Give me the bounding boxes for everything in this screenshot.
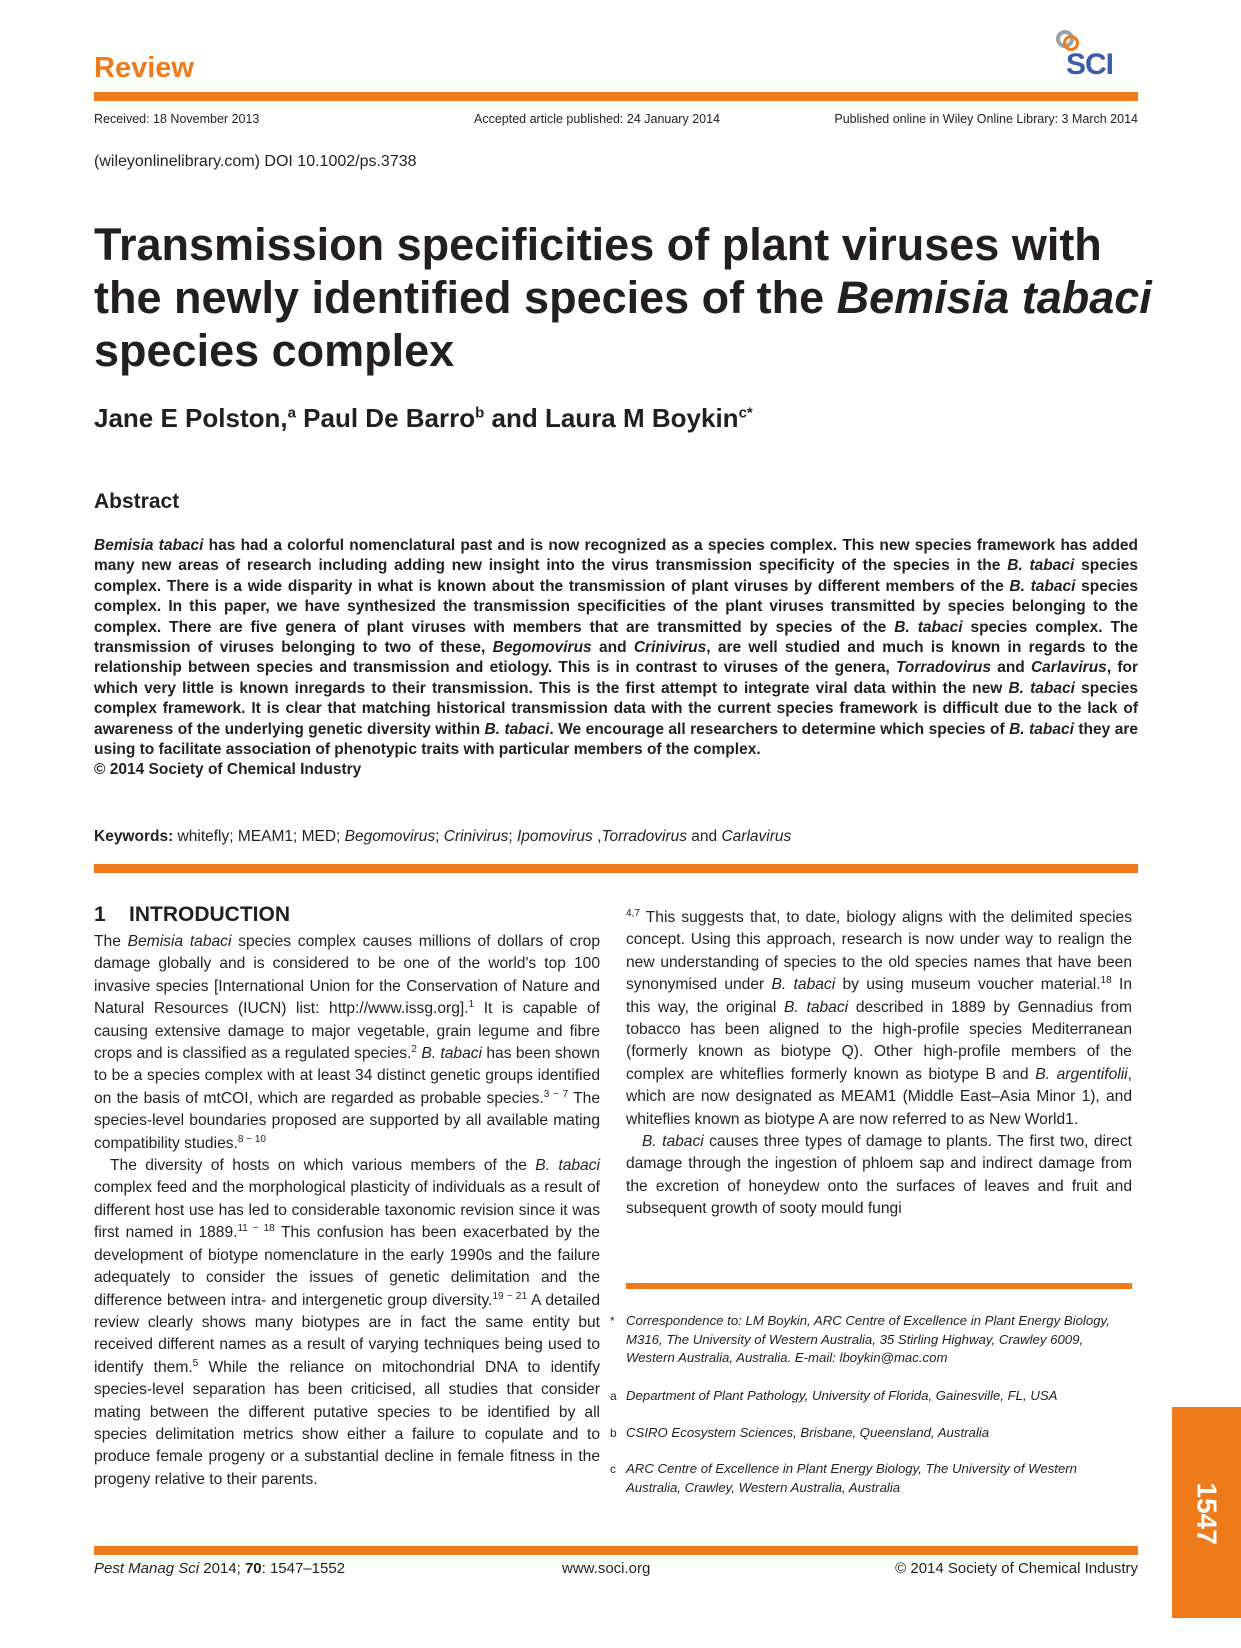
keywords: Keywords: whitefly; MEAM1; MED; Begomovirus; Crinivirus; Ipomovirus ,Torradovirus and Carlavirus xyxy=(94,828,792,845)
footnote-affiliation-a: a Department of Plant Pathology, University of Florida, Gainesville, FL, USA xyxy=(610,1388,1058,1403)
website-link[interactable]: www.soci.org xyxy=(562,1560,651,1577)
footnote-correspondence: * Correspondence to: LM Boykin, ARC Centre of Excellence in Plant Energy Biology, M316, The University of Western Australia, 35 Stirling Highway, Crawley 6009, Western Australia, Australia. E-mail: lboykin@mac.com xyxy=(610,1313,1110,1366)
footer-rule xyxy=(94,1546,1138,1555)
paragraph: The Bemisia tabaci species complex causes millions of dollars of crop damage globally and is considered to be one of the world's top 100 invasive species [International Union for the Conservation of Nature and Natural Resources (IUCN) list: http://www.issg.org].$^1$ It is capable of causing extensive damage to major vegetable, grain legume and fibre crops and is classified as a regulated species.$^2$ B. tabaci has been shown to be a species complex with at least 34 distinct genetic groups identified on the basis of mtCOI, which are regarded as probable species.$^{3 - 7}$ The species-level boundaries proposed are supported by all available mating compatibility studies.$^{8 - 10}$ xyxy=(94,933,601,1152)
author-list: Jane E Polston,$^a$ Paul De Barro$^b$ and Laura M Boykin$^{c*}$ xyxy=(94,403,753,433)
abstract-copyright: © 2014 Society of Chemical Industry xyxy=(94,761,362,779)
paragraph: The diversity of hosts on which various members of the B. tabaci complex feed and the morphological plasticity of individuals as a result of different host use has led to considerable taxonomic revision since it was first named in 1889.$^{11 - 18}$ This confusion has been exacerbated by the development of biotype nomenclature in the early 1990s and the failure adequately to consider the issues of genetic delimitation and the difference between intra- and intergenetic group diversity.$^{19 - 21}$ A detailed review clearly shows many biotypes are in fact the same entity but received different names as a result of varying techniques being used to identify them.$^5$ While the reliance on mitochondrial DNA to identify species-level separation has been criticised, all studies that consider mating between the different putative species to be identified by all species delimitation metrics show either a failure to copulate and to produce female progeny or a substantial decline in female fitness in the progeny relative to their parents. xyxy=(94,1157,600,1488)
abstract-body: Bemisia tabaci has had a colorful nomenclatural past and is now recognized as a species complex. This new species framework has added many new areas of research including adding new insight into the virus transmission specificity of the species in the B. tabaci species complex. There is a wide disparity in what is known about the transmission of plant viruses by different members of the B. tabaci species complex. In this paper, we have synthesized the transmission specificities of the plant viruses transmitted by species belonging to the complex. There are five genera of plant viruses with members that are transmitted by species of the B. tabaci species complex. The transmission of viruses belonging to two of these, Begomovirus and Crinivirus, are well studied and much is known in regards to the relationship between species and transmission and etiology. This is in contrast to viruses of the genera, Torradovirus and Carlavirus, for which very little is known inregards to their transmission. This is the first attempt to integrate viral data within the new B. tabaci species complex framework. It is clear that matching historical transmission data with the current species framework is difficult due to the lack of awareness of the underlying genetic diversity within B. tabaci. We encourage all researchers to determine which species of B. tabaci they are using to facilitate association of phenotypic traits with particular members of the complex. © 2014 Society of Chemical Industry xyxy=(94,537,1139,779)
footnote-rule xyxy=(626,1283,1132,1289)
author-name: Jane E Polston, xyxy=(94,403,288,433)
abstract-rule xyxy=(94,864,1138,873)
author-name: Paul De Barro xyxy=(295,403,476,433)
body-column-left xyxy=(94,931,600,1491)
accepted-date: Accepted article published: 24 January 2014 xyxy=(474,112,720,126)
logo-ring-icon xyxy=(1056,30,1074,48)
section-label: Review xyxy=(94,52,194,84)
sci-logo xyxy=(1056,30,1138,82)
journal-citation: Pest Manag Sci 2014; 70: 1547–1552 xyxy=(94,1560,346,1577)
footnote-affiliation-b: b CSIRO Ecosystem Sciences, Brisbane, Queensland, Australia xyxy=(610,1425,990,1440)
footer-copyright: © 2014 Society of Chemical Industry xyxy=(895,1560,1138,1577)
page-number-tab xyxy=(1172,1407,1241,1618)
logo-text: SCI xyxy=(1066,48,1114,81)
abstract-heading: Abstract xyxy=(94,490,180,513)
doi: (wileyonlinelibrary.com) DOI 10.1002/ps.3738 xyxy=(94,153,417,170)
paragraph: B. tabaci causes three types of damage to plants. The first two, direct damage through the ingestion of phloem sap and indirect damage from the excretion of honeydew onto the surfaces of leaves and fruit and subsequent growth of sooty mould fungi xyxy=(626,1133,1132,1218)
footnote-affiliation-c: c ARC Centre of Excellence in Plant Energy Biology, The University of Western Australia, Crawley, Western Australia, Australia xyxy=(610,1461,1078,1495)
received-date: Received: 18 November 2013 xyxy=(94,112,260,126)
body-column-right xyxy=(626,907,1132,1221)
header-rule xyxy=(94,92,1138,101)
paragraph-continued: $^{4,7}$ This suggests that, to date, biology aligns with the delimited species concept. Using this approach, research is now under way to realign the new understanding of species to the old species names that have been synonymised under B. tabaci by using museum voucher material.$^{18}$ In this way, the original B. tabaci described in 1889 by Gennadius from tobacco has been aligned to the high-profile species Mediterranean (formerly known as biotype Q). Other high-profile members of the complex are whiteflies formerly known as biotype B and B. argentifolii, which are now designated as MEAM1 (Middle East–Asia Minor 1), and whiteflies known as biotype A are now referred to as New World1. xyxy=(626,907,1132,1128)
page-number: 1547 xyxy=(1191,1482,1223,1545)
section-heading: 1 INTRODUCTION xyxy=(94,903,291,926)
author-name: and Laura M Boykin xyxy=(484,403,739,433)
article-title: Transmission specificities of plant viruses with the newly identified species of the Bemisia tabaci species complex xyxy=(94,219,1152,376)
published-date: Published online in Wiley Online Library: 3 March 2014 xyxy=(834,112,1138,126)
